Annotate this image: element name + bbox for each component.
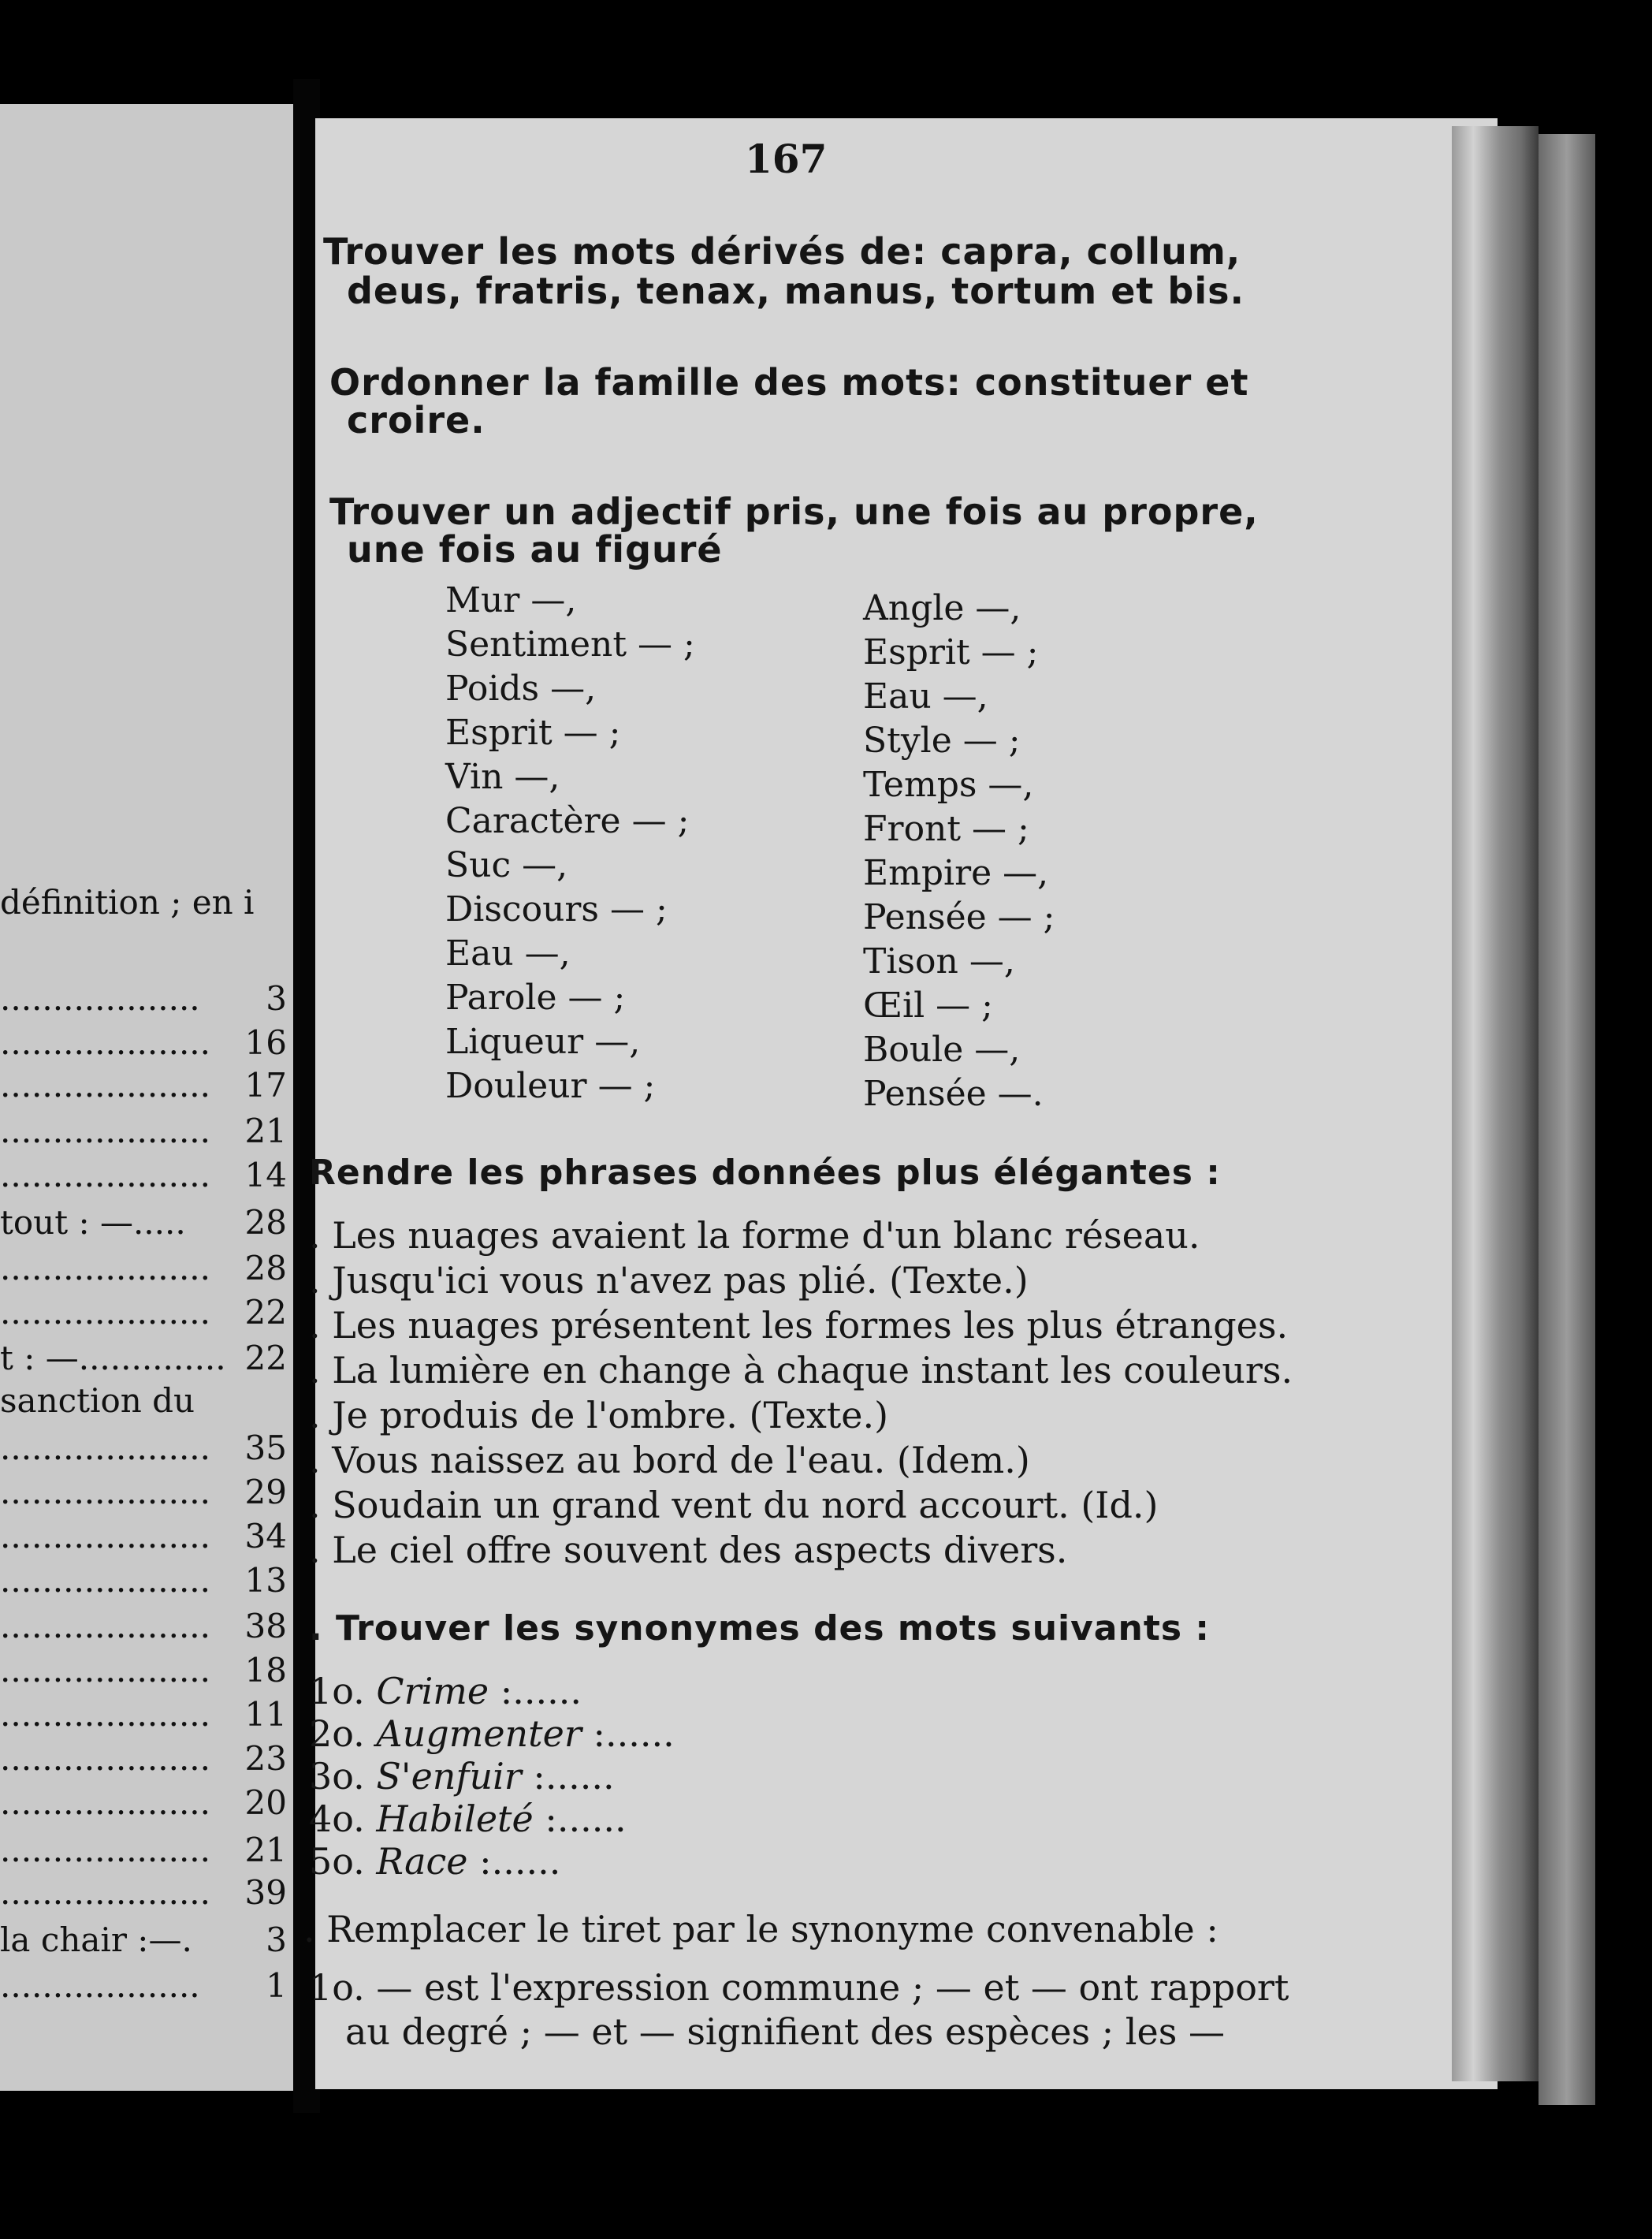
- list-item: Esprit — ;: [863, 632, 1039, 672]
- list-item: [309, 1712, 675, 1755]
- left-page-line: [0, 1429, 290, 1468]
- left-line-text: ....................: [0, 1066, 211, 1105]
- left-line-number: 1: [262, 1966, 287, 2005]
- list-item: Front — ;: [863, 809, 1029, 849]
- left-line-text: tout : —.....: [0, 1203, 186, 1242]
- list-item: Caractère — ;: [445, 801, 690, 841]
- left-line-number: 11: [242, 1695, 287, 1734]
- left-line-number: 16: [242, 1023, 287, 1062]
- list-item: Liqueur —,: [445, 1022, 641, 1062]
- left-page-line: [0, 1473, 290, 1512]
- item-word: Habileté: [376, 1798, 534, 1840]
- page-edge: [1452, 126, 1539, 2081]
- left-line-text: ....................: [0, 1473, 211, 1511]
- item-number: 1o.: [309, 1670, 365, 1712]
- list-item: Tison —,: [863, 941, 1015, 982]
- list-item: [309, 1840, 675, 1883]
- exercise-3-line-2: une fois au figuré: [347, 528, 723, 571]
- list-item: . Je produis de l'ombre. (Texte.): [309, 1394, 889, 1436]
- left-line-number: 18: [242, 1651, 287, 1689]
- left-line-number: 28: [242, 1249, 287, 1287]
- left-line-text: ....................: [0, 1429, 211, 1467]
- left-line-number: 34: [242, 1517, 287, 1555]
- list-item: Pensée —.: [863, 1074, 1044, 1114]
- left-line-text: ....................: [0, 1783, 211, 1822]
- list-item: [309, 1798, 675, 1840]
- list-item: . Jusqu'ici vous n'avez pas plié. (Texte.): [309, 1259, 1029, 1302]
- list-item: Douleur — ;: [445, 1066, 656, 1106]
- list-item: . Les nuages présentent les formes les plus étranges.: [309, 1304, 1289, 1347]
- item-dots: :......: [581, 1712, 675, 1755]
- left-line-text: ....................: [0, 1293, 211, 1332]
- left-page-line: [0, 1966, 290, 2006]
- list-item: Boule —,: [863, 1030, 1021, 1070]
- list-item: Pensée — ;: [863, 897, 1055, 937]
- left-line-number: 39: [242, 1873, 287, 1912]
- exercise-1-line-1: Trouver les mots dérivés de: capra, collum,: [323, 230, 1241, 273]
- item-word: Augmenter: [376, 1712, 582, 1755]
- left-line-text: ....................: [0, 1695, 211, 1734]
- list-item: Mur —,: [445, 580, 577, 620]
- page-edge-shadow: [1539, 134, 1595, 2105]
- left-page-line: [0, 1783, 290, 1823]
- left-line-text: t : —..............: [0, 1339, 226, 1377]
- left-page-line: [0, 1339, 290, 1378]
- left-page-line: [0, 1873, 290, 1913]
- list-item: . Le ciel offre souvent des aspects divers.: [309, 1529, 1068, 1571]
- left-line-text: ....................: [0, 1517, 211, 1555]
- left-line-number: 17: [242, 1066, 287, 1105]
- left-page-line: [0, 883, 290, 922]
- left-line-text: ....................: [0, 1651, 211, 1689]
- left-line-number: 22: [242, 1293, 287, 1332]
- page-number: 167: [745, 136, 828, 182]
- list-item: Parole — ;: [445, 978, 626, 1018]
- left-page-line: [0, 1112, 290, 1151]
- left-line-number: 29: [242, 1473, 287, 1511]
- list-item: Eau —,: [445, 933, 571, 974]
- left-line-text: ....................: [0, 1023, 211, 1062]
- list-item: Temps —,: [863, 765, 1034, 805]
- list-item: Sentiment — ;: [445, 624, 695, 665]
- exercise-2-line-1: Ordonner la famille des mots: constituer et: [329, 361, 1249, 404]
- list-item: Style — ;: [863, 721, 1021, 761]
- left-page-line: [0, 1739, 290, 1779]
- left-page-line: [0, 1920, 290, 1960]
- left-page-line: [0, 1607, 290, 1646]
- list-item: Empire —,: [863, 853, 1049, 893]
- left-line-text: la chair :—.: [0, 1920, 192, 1959]
- left-line-text: ....................: [0, 1561, 211, 1600]
- item-word: Race: [376, 1840, 468, 1883]
- left-page-line: [0, 1203, 290, 1242]
- left-line-text: ...................: [0, 1966, 200, 2005]
- item-word: Crime: [376, 1670, 489, 1712]
- left-line-number: 13: [242, 1561, 287, 1600]
- left-line-text: ...................: [0, 979, 200, 1018]
- left-line-text: ....................: [0, 1607, 211, 1645]
- exercise-5-heading: . Trouver les synonymes des mots suivants :: [309, 1608, 1210, 1649]
- list-item: . Vous naissez au bord de l'eau. (Idem.): [309, 1439, 1030, 1481]
- item-number: 2o.: [309, 1712, 365, 1755]
- item-number: 4o.: [309, 1798, 365, 1840]
- left-line-text: ....................: [0, 1831, 211, 1869]
- list-item: Suc —,: [445, 845, 568, 885]
- exercise-2-line-2: croire.: [347, 399, 486, 441]
- left-page-line: [0, 1695, 290, 1734]
- item-dots: :......: [489, 1670, 582, 1712]
- left-line-number: 22: [242, 1339, 287, 1377]
- left-line-text: définition ; en i: [0, 883, 255, 922]
- exercise-3-line-1: Trouver un adjectif pris, une fois au propre,: [329, 490, 1259, 533]
- left-page-line: [0, 1023, 290, 1063]
- list-item: . Soudain un grand vent du nord accourt. (Id.): [309, 1484, 1159, 1526]
- left-line-number: 28: [242, 1203, 287, 1242]
- left-line-number: 21: [242, 1112, 287, 1150]
- left-line-text: ....................: [0, 1156, 211, 1194]
- item-dots: :......: [521, 1755, 615, 1798]
- left-line-number: 23: [242, 1739, 287, 1778]
- exercise-4-heading: Rendre les phrases données plus élégantes :: [309, 1153, 1221, 1193]
- left-page-line: [0, 1561, 290, 1600]
- list-item: Esprit — ;: [445, 713, 621, 753]
- list-item: Vin —,: [445, 757, 560, 797]
- exercise-1-line-2: deus, fratris, tenax, manus, tortum et bis.: [347, 270, 1245, 312]
- list-item: Discours — ;: [445, 889, 668, 930]
- item-dots: :......: [533, 1798, 627, 1840]
- left-page-line: [0, 1293, 290, 1332]
- adjective-list-right: [863, 587, 1055, 1116]
- left-line-number: 14: [242, 1156, 287, 1194]
- synonym-list: [309, 1670, 675, 1883]
- left-page-line: [0, 979, 290, 1019]
- left-line-number: 3: [262, 1920, 287, 1959]
- left-line-text: ....................: [0, 1112, 211, 1150]
- left-line-text: ....................: [0, 1739, 211, 1778]
- item-dots: :......: [467, 1840, 561, 1883]
- left-page-line: [0, 1249, 290, 1288]
- list-item: [309, 1670, 675, 1712]
- list-item: . La lumière en change à chaque instant les couleurs.: [309, 1349, 1293, 1391]
- left-page-line: [0, 1066, 290, 1105]
- exercise-6-heading: . Remplacer le tiret par le synonyme convenable :: [303, 1908, 1219, 1950]
- left-line-number: 3: [262, 979, 287, 1018]
- item-word: S'enfuir: [376, 1755, 522, 1798]
- left-line-text: ....................: [0, 1249, 211, 1287]
- left-page-line: [0, 1651, 290, 1690]
- list-item: Œil — ;: [863, 985, 993, 1026]
- item-number: 3o.: [309, 1755, 365, 1798]
- list-item: . Les nuages avaient la forme d'un blanc réseau.: [309, 1214, 1200, 1257]
- left-line-number: 35: [242, 1429, 287, 1467]
- left-page-line: [0, 1156, 290, 1195]
- left-line-number: 21: [242, 1831, 287, 1869]
- left-line-number: 38: [242, 1607, 287, 1645]
- exercise-6-line-1: 1o. — est l'expression commune ; — et — ont rapport: [309, 1966, 1289, 2009]
- exercise-6-line-2: au degré ; — et — signifient des espèces ; les —: [345, 2010, 1225, 2053]
- left-page-line: [0, 1381, 290, 1421]
- item-number: 5o.: [309, 1840, 365, 1883]
- left-page-line: [0, 1517, 290, 1556]
- left-line-text: sanction du: [0, 1381, 195, 1420]
- list-item: [309, 1755, 675, 1798]
- list-item: Poids —,: [445, 669, 597, 709]
- left-page-line: [0, 1831, 290, 1870]
- list-item: Eau —,: [863, 676, 988, 717]
- list-item: Angle —,: [863, 588, 1021, 628]
- sentence-list: [309, 1214, 1293, 1574]
- left-line-text: ....................: [0, 1873, 211, 1912]
- left-line-number: 20: [242, 1783, 287, 1822]
- adjective-list-left: [445, 579, 695, 1108]
